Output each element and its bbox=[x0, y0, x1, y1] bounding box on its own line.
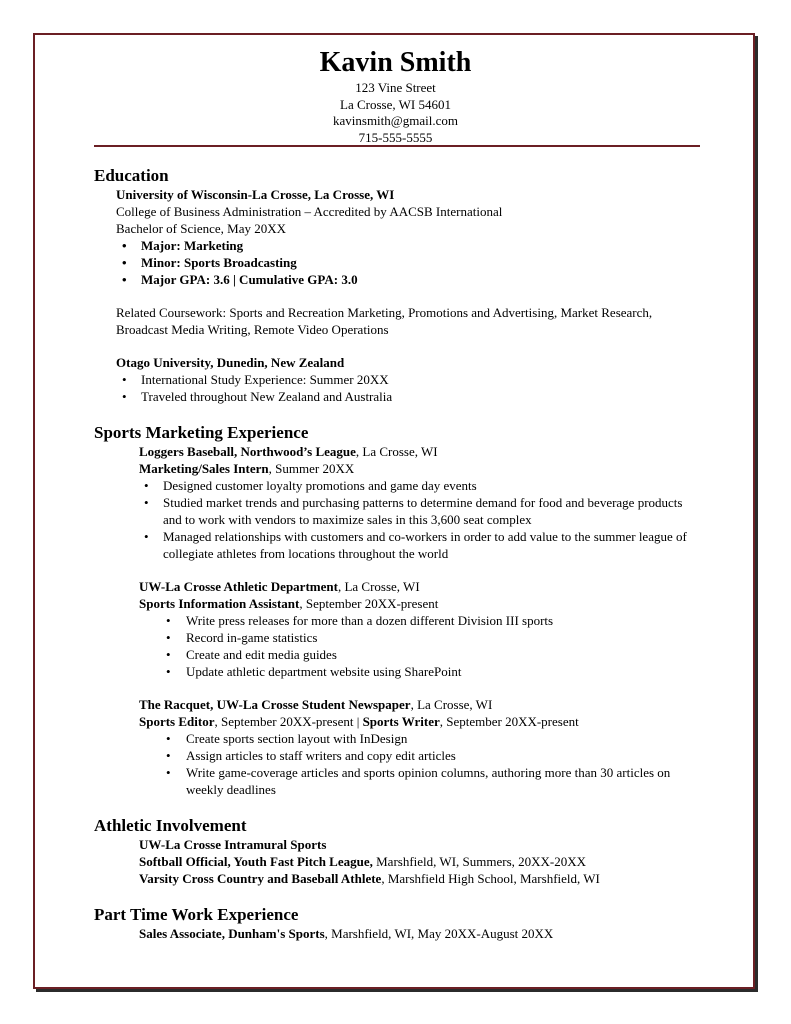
resume-body bbox=[94, 166, 704, 942]
org-name: Loggers Baseball, Northwood’s League bbox=[139, 444, 356, 459]
job-racquet-duties bbox=[94, 730, 704, 798]
list-item: • Traveled throughout New Zealand and Australia bbox=[94, 388, 704, 405]
part-time-line bbox=[94, 925, 704, 942]
job-athletic-dept-duties bbox=[94, 612, 704, 680]
job-racquet-org bbox=[94, 696, 704, 713]
list-item: • Write game-coverage articles and sports opinion columns, authoring more than 30 articles on weekly deadlines bbox=[94, 764, 704, 798]
phone-number: 715-555-5555 bbox=[358, 129, 433, 145]
list-item: • Major GPA: 3.6 | Cumulative GPA: 3.0 bbox=[94, 271, 704, 288]
list-item: • Write press releases for more than a dozen different Division III sports bbox=[94, 612, 704, 629]
email-address: kavinsmith@gmail.com bbox=[333, 113, 458, 128]
org-name: UW-La Crosse Athletic Department bbox=[139, 579, 338, 594]
list-item: • Studied market trends and purchasing patterns to determine demand for food and beverage products and to work with vendors to maximize sales in this 3,600 seat complex bbox=[94, 494, 704, 528]
org-location: , La Crosse, WI bbox=[410, 697, 493, 712]
list-item: • Major: Marketing bbox=[94, 237, 704, 254]
job-loggers-title bbox=[94, 460, 704, 477]
list-item: • Assign articles to staff writers and copy edit articles bbox=[94, 747, 704, 764]
role-details: Marshfield, WI, Summers, 20XX-20XX bbox=[372, 854, 587, 869]
role-name: Varsity Cross Country and Baseball Athlete bbox=[139, 871, 382, 886]
study-abroad-list bbox=[94, 371, 704, 405]
header-divider bbox=[94, 145, 700, 147]
college-line: College of Business Administration – Accredited by AACSB International bbox=[116, 204, 503, 219]
role-details: , Marshfield, WI, May 20XX-August 20XX bbox=[324, 926, 554, 941]
job-title: Sports Editor bbox=[139, 714, 215, 729]
athletic-line-intramural: UW-La Crosse Intramural Sports bbox=[139, 837, 327, 852]
list-item: • Update athletic department website using SharePoint bbox=[94, 663, 704, 680]
list-item: • Create and edit media guides bbox=[94, 646, 704, 663]
job-title: Sports Information Assistant bbox=[139, 596, 300, 611]
job-title: Sports Writer bbox=[362, 714, 440, 729]
job-loggers-duties bbox=[94, 477, 704, 562]
resume-header bbox=[0, 46, 791, 146]
related-coursework: Related Coursework: Sports and Recreation Marketing, Promotions and Advertising, Market Research, Broadcast Media Writing, Remote Video Operations bbox=[116, 305, 653, 337]
list-item: • Minor: Sports Broadcasting bbox=[94, 254, 704, 271]
job-athletic-dept-title bbox=[94, 595, 704, 612]
org-name: The Racquet, UW-La Crosse Student Newspaper bbox=[139, 697, 411, 712]
list-item: • Create sports section layout with InDesign bbox=[94, 730, 704, 747]
role-name: Sales Associate, Dunham's Sports bbox=[139, 926, 325, 941]
athletic-line-varsity bbox=[94, 870, 704, 887]
city-state-zip: La Crosse, WI 54601 bbox=[340, 96, 451, 112]
list-item: • Record in-game statistics bbox=[94, 629, 704, 646]
athletic-line-softball bbox=[94, 853, 704, 870]
job-date: , September 20XX-present bbox=[439, 714, 579, 729]
street-address: 123 Vine Street bbox=[355, 80, 436, 95]
sports-experience-heading: Sports Marketing Experience bbox=[94, 423, 309, 442]
part-time-heading: Part Time Work Experience bbox=[94, 905, 299, 924]
job-date: , September 20XX-present | bbox=[214, 714, 363, 729]
org-location: , La Crosse, WI bbox=[337, 579, 420, 594]
role-name: Softball Official, Youth Fast Pitch League, bbox=[139, 854, 373, 869]
candidate-name: Kavin Smith bbox=[319, 47, 472, 78]
role-details: , Marshfield High School, Marshfield, WI bbox=[381, 871, 600, 886]
job-title: Marketing/Sales Intern bbox=[139, 461, 269, 476]
job-loggers-org bbox=[94, 443, 704, 460]
degree-line: Bachelor of Science, May 20XX bbox=[116, 221, 287, 236]
list-item: • Designed customer loyalty promotions and game day events bbox=[94, 477, 704, 494]
athletic-involvement-heading: Athletic Involvement bbox=[94, 816, 247, 835]
school-otago: Otago University, Dunedin, New Zealand bbox=[116, 355, 345, 370]
job-date: , Summer 20XX bbox=[268, 461, 355, 476]
education-heading: Education bbox=[94, 166, 169, 185]
education-details-list bbox=[94, 237, 704, 288]
org-location: , La Crosse, WI bbox=[355, 444, 438, 459]
job-athletic-dept-org bbox=[94, 578, 704, 595]
list-item: • Managed relationships with customers and co-workers in order to add value to the summer league of collegiate athletes from locations throughout the world bbox=[94, 528, 704, 562]
job-date: , September 20XX-present bbox=[299, 596, 439, 611]
list-item: • International Study Experience: Summer 20XX bbox=[94, 371, 704, 388]
school-uwl: University of Wisconsin-La Crosse, La Crosse, WI bbox=[116, 187, 395, 202]
job-racquet-title bbox=[94, 713, 704, 730]
